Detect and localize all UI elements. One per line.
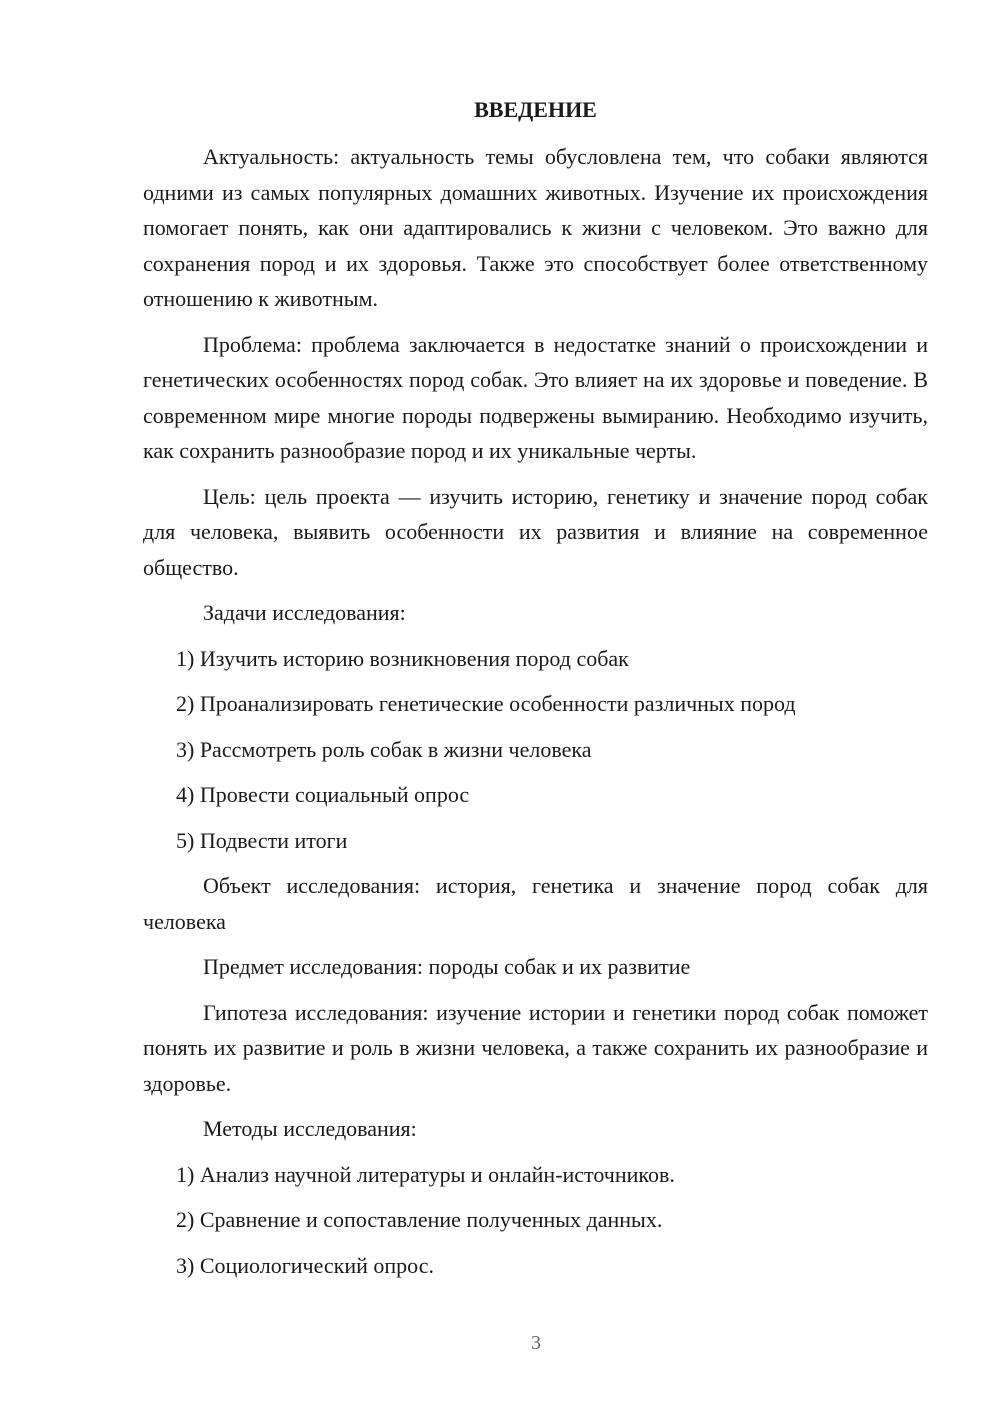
- task-item: 5) Подвести итоги: [176, 827, 348, 853]
- task-item: 1) Изучить историю возникновения пород собак: [176, 645, 629, 671]
- goal-paragraph: Цель: цель проекта — изучить историю, генетику и значение пород собак для человека, выявить особенности их развития и влияние на современное общество.: [143, 483, 928, 580]
- hypothesis-paragraph: Гипотеза исследования: изучение истории и генетики пород собак поможет понять их развитие и роль в жизни человека, а также сохранить их разнообразие и здоровье.: [143, 999, 928, 1096]
- page-content: [143, 95, 928, 1293]
- subject-paragraph: Предмет исследования: породы собак и их развитие: [203, 954, 691, 979]
- methods-list: [143, 1157, 928, 1284]
- object-paragraph: Объект исследования: история, генетика и значение пород собак для человека: [143, 873, 928, 934]
- relevance-paragraph: Актуальность: актуальность темы обусловлена тем, что собаки являются одними из самых популярных домашних животных. Изучение их происхождения помогает понять, как они адаптировались к жизни с человеком. Это важно для сохранения пород и их здоровья. Также это способствует более ответственному отношению к животным.: [143, 144, 928, 311]
- task-item: 2) Проанализировать генетические особенности различных пород: [176, 691, 796, 716]
- task-item: 4) Провести социальный опрос: [176, 782, 470, 807]
- tasks-label: Задачи исследования:: [203, 600, 406, 625]
- tasks-list: [143, 641, 928, 859]
- task-item: 3) Рассмотреть роль собак в жизни человека: [176, 736, 592, 762]
- problem-paragraph: Проблема: проблема заключается в недостатке знаний о происхождении и генетических особенностях пород собак. Это влияет на их здоровье и поведение. В современном мире многие породы подвержены вымиранию. Необходимо изучить, как сохранить разнообразие пород и их уникальные черты.: [143, 331, 928, 463]
- method-item: 1) Анализ научной литературы и онлайн-источников.: [176, 1161, 675, 1187]
- section-title: ВВЕДЕНИЕ: [474, 97, 597, 122]
- page-number: 3: [531, 1332, 541, 1354]
- methods-label: Методы исследования:: [203, 1116, 417, 1141]
- method-item: 2) Сравнение и сопоставление полученных данных.: [176, 1207, 663, 1232]
- method-item: 3) Социологический опрос.: [176, 1252, 434, 1278]
